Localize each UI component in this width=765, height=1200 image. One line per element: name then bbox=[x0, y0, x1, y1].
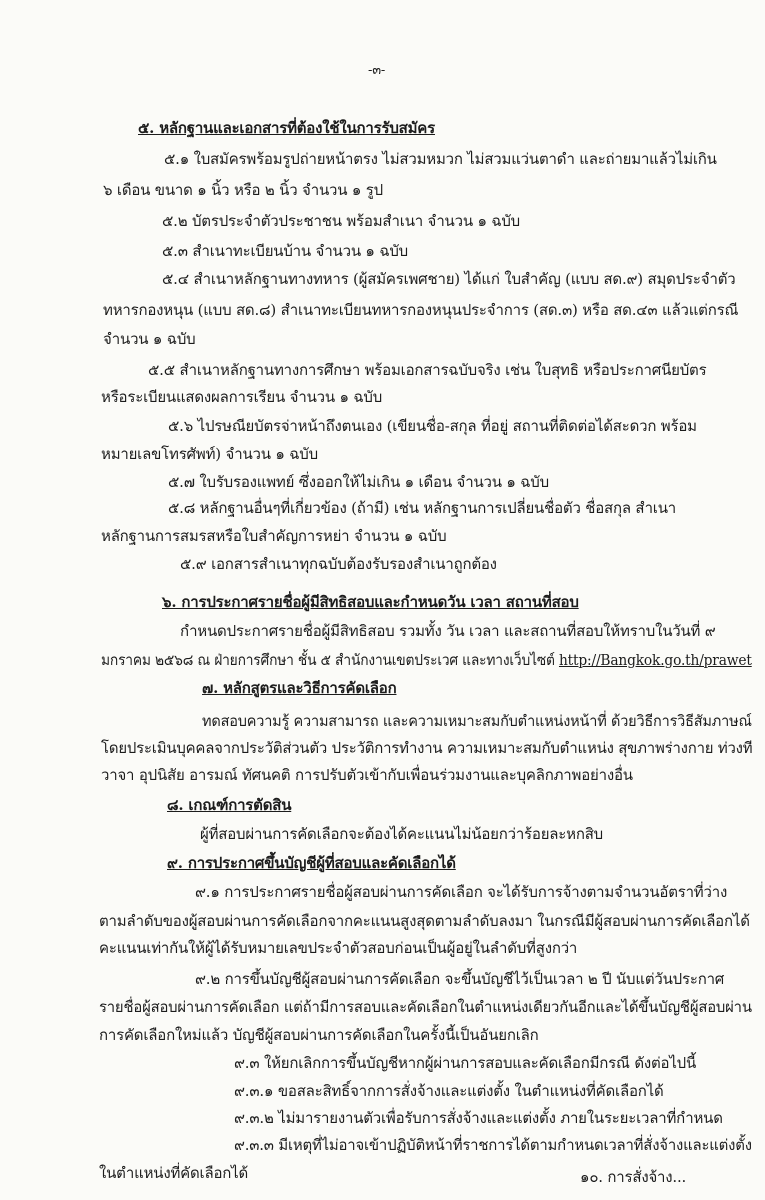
item-9-1-line-1: ๙.๑ การประกาศรายชื่อผู้สอบผ่านการคัดเลือก จะได้รับการจ้างตามจำนวนอัตราที่ว่าง bbox=[195, 883, 728, 901]
item-5-8-line-2: หลักฐานการสมรสหรือใบสำคัญการหย่า จำนวน ๑ ฉบับ bbox=[101, 527, 447, 545]
item-5-7: ๕.๗ ใบรับรองแพทย์ ซึ่งออกให้ไม่เกิน ๑ เดือน จำนวน ๑ ฉบับ bbox=[168, 473, 549, 491]
section-7-para-line-2: โดยประเมินบุคคลจากประวัติส่วนตัว ประวัติการทำงาน ความเหมาะสมกับตำแหน่ง สุขภาพร่างกาย ท่วงที bbox=[101, 739, 753, 757]
item-5-5-line-1: ๕.๕ สำเนาหลักฐานทางการศึกษา พร้อมเอกสารฉบับจริง เช่น ใบสุทธิ หรือประกาศนียบัตร bbox=[148, 361, 707, 379]
section-6-para-line-1: กำหนดประกาศรายชื่อผู้มีสิทธิสอบ รวมทั้ง วัน เวลา และสถานที่สอบให้ทราบในวันที่ ๙ bbox=[180, 622, 716, 640]
item-9-3: ๙.๓ ให้ยกเลิกการขึ้นบัญชีหากผู้ผ่านการสอบและคัดเลือกมีกรณี ดังต่อไปนี้ bbox=[234, 1054, 697, 1072]
item-9-3-1: ๙.๓.๑ ขอสละสิทธิ์จากการสั่งจ้างและแต่งตั้ง ในตำแหน่งที่คัดเลือกได้ bbox=[234, 1082, 664, 1100]
item-5-8-line-1: ๕.๘ หลักฐานอื่นๆที่เกี่ยวข้อง (ถ้ามี) เช่น หลักฐานการเปลี่ยนชื่อตัว ชื่อสกุล สำเนา bbox=[168, 499, 677, 517]
item-5-6-line-1: ๕.๖ ไปรษณียบัตรจ่าหน้าถึงตนเอง (เขียนชื่อ-สกุล ที่อยู่ สถานที่ติดต่อได้สะดวก พร้อม bbox=[168, 417, 697, 435]
section-9-heading: ๙. การประกาศขึ้นบัญชีผู้ที่สอบและคัดเลือกได้ bbox=[167, 854, 456, 872]
page-number: -๓- bbox=[368, 63, 386, 78]
section-6-para-text: มกราคม ๒๕๖๘ ณ ฝ่ายการศึกษา ชั้น ๕ สำนักงานเขตประเวศ และทางเว็บไซต์ bbox=[101, 651, 559, 669]
item-5-1-line-2: ๖ เดือน ขนาด ๑ นิ้ว หรือ ๒ นิ้ว จำนวน ๑ รูป bbox=[103, 181, 383, 199]
section-6-heading: ๖. การประกาศรายชื่อผู้มีสิทธิสอบและกำหนดวัน เวลา สถานที่สอบ bbox=[162, 593, 579, 611]
item-9-2-line-2: รายชื่อผู้สอบผ่านการคัดเลือก แต่ถ้ามีการสอบและคัดเลือกในตำแหน่งเดียวกันอีกและได้ขึ้นบัญชีผู้สอบผ่าน bbox=[99, 998, 752, 1016]
item-9-2-line-3: การคัดเลือกใหม่แล้ว บัญชีผู้สอบผ่านการคัดเลือกในครั้งนี้เป็นอันยกเลิก bbox=[99, 1026, 539, 1044]
item-9-3-2: ๙.๓.๒ ไม่มารายงานตัวเพื่อรับการสั่งจ้างและแต่งตั้ง ภายในระยะเวลาที่กำหนด bbox=[234, 1109, 723, 1127]
section-5-heading: ๕. หลักฐานและเอกสารที่ต้องใช้ในการรับสมัคร bbox=[138, 119, 435, 137]
item-9-1-line-3: คะแนนเท่ากันให้ผู้ได้รับหมายเลขประจำตัวสอบก่อนเป็นผู้อยู่ในลำดับที่สูงกว่า bbox=[99, 939, 578, 957]
section-7-para-line-3: วาจา อุปนิสัย อารมณ์ ทัศนคติ การปรับตัวเข้ากับเพื่อนร่วมงานและบุคลิกภาพอย่างอื่น bbox=[101, 766, 633, 784]
item-5-5-line-2: หรือระเบียนแสดงผลการเรียน จำนวน ๑ ฉบับ bbox=[101, 388, 383, 406]
section-7-heading: ๗. หลักสูตรและวิธีการคัดเลือก bbox=[202, 679, 397, 697]
website-link[interactable]: http://Bangkok.go.th/prawet bbox=[558, 651, 752, 669]
section-7-para-line-1: ทดสอบความรู้ ความสามารถ และความเหมาะสมกับตำแหน่งหน้าที่ ด้วยวิธีการวิธีสัมภาษณ์ bbox=[202, 712, 752, 730]
item-5-1-line-1: ๕.๑ ใบสมัครพร้อมรูปถ่ายหน้าตรง ไม่สวมหมวก ไม่สวมแว่นตาดำ และถ่ายมาแล้วไม่เกิน bbox=[164, 150, 717, 168]
item-5-4-line-1: ๕.๔ สำเนาหลักฐานทางทหาร (ผู้สมัครเพศชาย) ได้แก่ ใบสำคัญ (แบบ สด.๙) สมุดประจำตัว bbox=[162, 270, 736, 288]
item-5-2: ๕.๒ บัตรประจำตัวประชาชน พร้อมสำเนา จำนวน ๑ ฉบับ bbox=[162, 212, 520, 230]
item-9-1-line-2: ตามลำดับของผู้สอบผ่านการคัดเลือกจากคะแนนสูงสุดตามลำดับลงมา ในกรณีมีผู้สอบผ่านการคัดเลือกได้ bbox=[99, 912, 750, 930]
item-5-6-line-2: หมายเลขโทรศัพท์) จำนวน ๑ ฉบับ bbox=[101, 445, 318, 463]
continuation-text: ๑๐. การสั่งจ้าง... bbox=[580, 1168, 687, 1186]
item-9-2-line-1: ๙.๒ การขึ้นบัญชีผู้สอบผ่านการคัดเลือก จะขึ้นบัญชีไว้เป็นเวลา ๒ ปี นับแต่วันประกาศ bbox=[195, 970, 725, 988]
item-5-4-line-3: จำนวน ๑ ฉบับ bbox=[103, 330, 196, 348]
item-5-4-line-2: ทหารกองหนุน (แบบ สด.๘) สำเนาทะเบียนทหารกองหนุนประจำการ (สด.๓) หรือ สด.๔๓ แล้วแต่กรณี bbox=[103, 301, 739, 319]
item-5-9: ๕.๙ เอกสารสำเนาทุกฉบับต้องรับรองสำเนาถูกต้อง bbox=[180, 555, 497, 573]
section-8-heading: ๘. เกณฑ์การตัดสิน bbox=[167, 796, 292, 814]
section-8-para: ผู้ที่สอบผ่านการคัดเลือกจะต้องได้คะแนนไม่น้อยกว่าร้อยละหกสิบ bbox=[200, 825, 604, 843]
section-6-para-line-2 bbox=[101, 649, 752, 671]
item-9-3-3-line-2: ในตำแหน่งที่คัดเลือกได้ bbox=[99, 1164, 249, 1182]
item-5-3: ๕.๓ สำเนาทะเบียนบ้าน จำนวน ๑ ฉบับ bbox=[162, 242, 408, 260]
item-9-3-3-line-1: ๙.๓.๓ มีเหตุที่ไม่อาจเข้าปฏิบัติหน้าที่ราชการได้ตามกำหนดเวลาที่สั่งจ้างและแต่งตั้ง bbox=[234, 1136, 752, 1154]
